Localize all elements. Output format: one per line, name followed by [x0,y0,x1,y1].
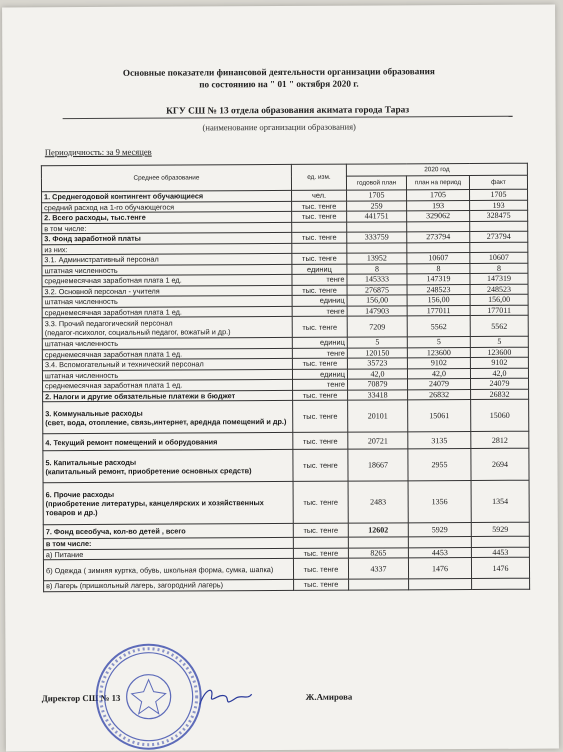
row-plan-year: 2483 [348,481,408,523]
row-unit: тыс. тенге [292,201,347,212]
table-row [43,480,529,525]
row-label: 3.1. Административный персонал [42,253,292,265]
row-unit [293,537,348,548]
row-label: 6. Прочие расходы (приобретение литературы, канцелярских и хозяйственных товаров и др.) [43,481,293,524]
row-label: среднемесячная заработная плата 1 ед. [43,379,293,391]
row-plan-period: 193 [407,200,470,211]
row-unit: тыс. тенге [293,449,348,481]
row-unit: тыс. тенге [292,316,347,337]
row-plan-period [409,579,472,590]
row-unit: единиц [292,295,347,306]
row-fact: 177011 [470,305,528,316]
row-plan-period: 1356 [408,481,471,523]
row-label: 1. Среднегодовой контингент обучающиеся [42,190,292,202]
row-plan-year: 156,00 [347,295,407,306]
row-fact: 123600 [470,347,528,358]
row-plan-period: 8 [407,263,470,274]
row-label: а) Питание [43,548,293,560]
row-plan-period: 177011 [407,305,470,316]
row-plan-period: 42,0 [407,368,470,379]
row-fact: 156,00 [470,294,528,305]
row-unit: тыс. тенге [293,548,348,559]
row-unit: тыс. тенге [293,523,348,537]
row-label: среднемесячная заработная плата 1 ед. [42,306,292,318]
row-label: штатная численность [42,295,292,307]
row-plan-year: 1705 [347,190,407,201]
row-plan-year: 12602 [348,523,408,537]
row-fact: 5 [470,336,528,347]
row-plan-period: 273794 [407,232,470,243]
row-unit: тенге [293,379,348,390]
row-fact: 26832 [471,389,529,400]
row-plan-period: 5929 [408,523,471,537]
row-label: 4. Текущий ремонт помещений и оборудования [43,432,293,450]
row-label: 3. Коммунальные расходы (свет, вода, отопление, связь,интернет, ареднда помещений и др.) [43,400,293,433]
row-fact: 8 [470,263,528,274]
table-row [44,578,530,591]
col-header-year: 2020 год [346,163,527,176]
table-row [43,448,529,483]
col-header-plan-period: план на период [406,176,469,190]
row-plan-year: 33418 [348,389,408,400]
row-plan-period: 147319 [407,274,470,285]
signature-icon [196,682,256,712]
row-plan-year: 42,0 [347,368,407,379]
organization-name: КГУ СШ № 13 отдела образования акимата города Тараз [63,105,513,119]
row-unit: тыс. тенге [292,211,347,222]
row-plan-period [407,242,470,253]
row-plan-period [407,221,470,232]
row-fact [472,578,530,589]
row-plan-year: 20101 [348,400,408,432]
row-label: 5. Капитальные расходы (капитальный ремонт, приобретение основных средств) [43,449,293,482]
row-plan-year: 441751 [347,211,407,222]
row-plan-period: 9102 [407,358,470,369]
row-fact [470,242,528,253]
row-plan-year: 5 [347,337,407,348]
row-unit: единиц [292,337,347,348]
row-unit: тыс. тенге [293,432,348,449]
official-seal-icon [93,641,204,752]
row-plan-period: 123600 [407,347,470,358]
row-fact: 2694 [471,448,529,480]
row-fact [470,221,528,232]
row-plan-year: 120150 [347,347,407,358]
row-unit: единиц [292,264,347,275]
row-plan-period: 329062 [407,211,470,222]
row-plan-year: 8265 [348,547,408,558]
row-unit [292,222,347,233]
row-label: в) Лагерь (пришкольный лагерь, загородний лагерь) [44,579,294,591]
row-label: 2. Всего расходы, тыс.тенге [42,211,292,223]
row-label: 7. Фонд всеобуча, кол-во детей , всего [43,523,293,538]
row-fact: 1354 [471,480,529,522]
row-plan-year [349,579,409,590]
row-label: среднемесячная заработная плата 1 ед. [42,348,292,360]
row-plan-year: 259 [347,200,407,211]
row-label: 3.2. Основной персонал - учителя [42,285,292,297]
row-plan-year: 7209 [347,316,407,337]
table-row [42,315,528,339]
row-plan-period: 1705 [407,190,470,201]
document-date: по состоянию на " 01 " октября 2020 г. [199,78,359,90]
row-plan-year: 20721 [348,432,408,449]
row-fact: 1476 [471,557,529,578]
row-plan-year: 70879 [348,379,408,390]
row-fact: 147319 [470,273,528,284]
row-plan-period: 26832 [408,389,471,400]
organization-caption: (наименование организации образования) [202,121,356,133]
col-header-unit: ед. изм. [291,164,346,190]
row-plan-period [408,537,471,548]
row-unit: чел. [292,190,347,201]
col-header-name: Среднее образование [41,164,291,191]
row-fact: 328475 [470,210,528,221]
row-fact: 9102 [470,357,528,368]
row-plan-year: 276875 [347,284,407,295]
row-plan-year: 145333 [347,274,407,285]
row-plan-period: 1476 [408,558,471,579]
row-unit: тыс. тенге [294,579,349,590]
row-plan-year [347,221,407,232]
row-label: 3. Фонд заработной платы [42,232,292,244]
row-fact: 193 [470,200,528,211]
director-name: Ж.Амирова [305,691,353,702]
row-fact: 10607 [470,252,528,263]
row-plan-period: 156,00 [407,295,470,306]
row-fact: 24079 [471,378,529,389]
row-plan-year: 35723 [347,358,407,369]
row-label: 2. Налоги и другие обязательные платежи в бюджет [43,390,293,402]
row-unit: тыс. тенге [293,481,348,523]
row-plan-period: 24079 [408,379,471,390]
document-title: Основные показатели финансовой деятельности организации образования [122,66,435,78]
row-label: 3.3. Прочий педагогический персонал (педагог-психолог, социальный педагог, вожатый и др.) [42,316,292,338]
row-plan-year: 8 [347,263,407,274]
row-label: б) Одежда ( зимняя куртка, обувь, школьная форма, сумка, шапка) [43,558,293,580]
row-fact: 4453 [471,547,529,558]
row-label: среднемесячная заработная плата 1 ед. [42,274,292,286]
document-page [2,5,559,752]
row-label: средний расход на 1-го обучающегося [42,201,292,213]
row-plan-year: 13952 [347,253,407,264]
reporting-period: Периодичность: за 9 месяцев [44,146,152,158]
row-label: штатная численность [42,369,292,381]
row-plan-period: 15061 [408,400,471,432]
row-unit: тенге [292,306,347,317]
row-label: в том числе: [42,222,292,234]
row-fact: 248523 [470,284,528,295]
row-plan-year: 147903 [347,305,407,316]
row-unit: тыс. тенге [293,558,348,579]
row-unit: тенге [292,274,347,285]
row-plan-period: 4453 [408,547,471,558]
row-fact: 42,0 [470,368,528,379]
row-fact: 5929 [471,522,529,536]
row-unit: тыс. тенге [292,285,347,296]
row-label: в том числе: [43,537,293,549]
row-fact: 2812 [471,431,529,448]
row-plan-period: 3135 [408,432,471,449]
row-fact: 15060 [471,399,529,431]
col-header-plan-year: годовой план [346,176,406,190]
row-fact: 1705 [470,189,528,200]
row-unit [292,243,347,254]
row-unit: тыс. тенге [292,358,347,369]
row-plan-period: 10607 [407,253,470,264]
row-label: штатная численность [42,337,292,349]
row-fact [471,536,529,547]
row-unit: тыс. тенге [293,400,348,432]
row-plan-period: 2955 [408,449,471,481]
table-row [43,399,529,434]
row-fact: 5562 [470,315,528,336]
row-unit: тыс. тенге [292,232,347,243]
row-unit: единиц [292,369,347,380]
row-plan-year: 333759 [347,232,407,243]
row-plan-period: 248523 [407,284,470,295]
row-label: 3.4. Вспомогательный и технический персонал [42,358,292,370]
row-label: из них: [42,243,292,255]
row-plan-year: 4337 [348,558,408,579]
row-plan-year [347,242,407,253]
row-unit: тыс. тенге [292,253,347,264]
row-fact: 273794 [470,231,528,242]
table-row [43,557,529,581]
director-label: Директор СШ № 13 [41,692,121,704]
row-plan-period: 5 [407,337,470,348]
financial-table [41,163,530,592]
row-unit: тенге [292,348,347,359]
row-plan-period: 5562 [407,316,470,337]
row-label: штатная численность [42,264,292,276]
row-unit: тыс. тенге [293,390,348,401]
col-header-fact: факт [469,175,527,189]
row-plan-year: 18667 [348,449,408,481]
row-plan-year [348,537,408,548]
